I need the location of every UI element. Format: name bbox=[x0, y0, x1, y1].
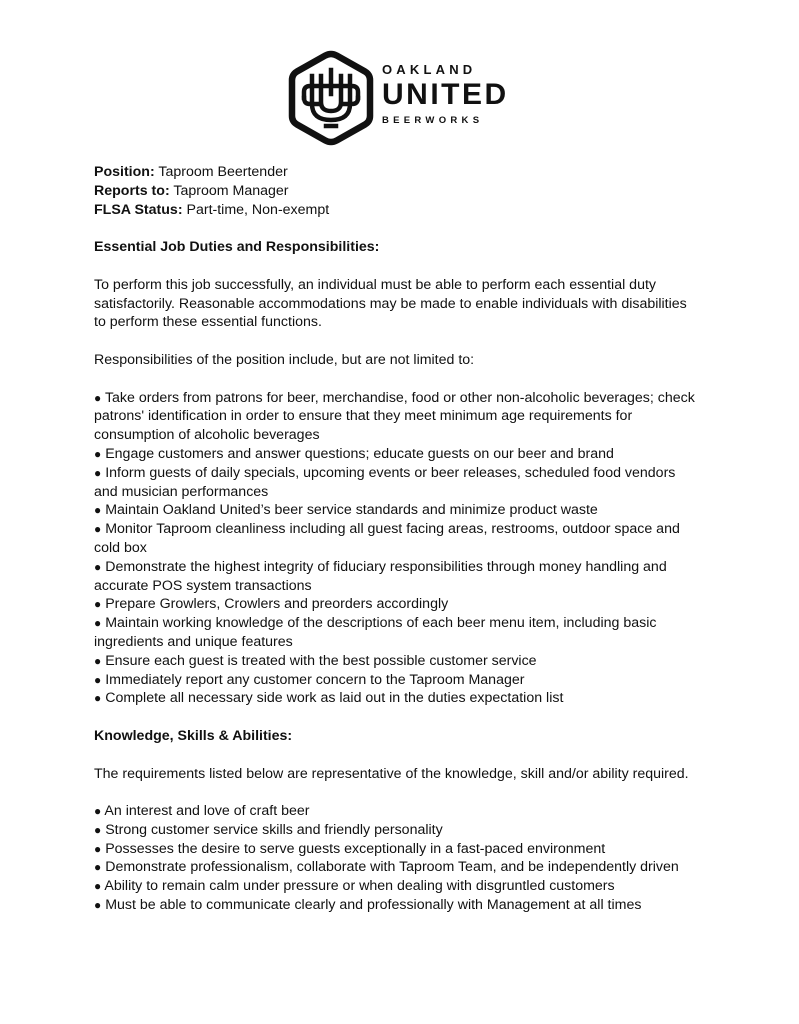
duty-text: Maintain Oakland United’s beer service standards and minimize product waste bbox=[105, 502, 598, 519]
bullet-icon: ● bbox=[94, 465, 102, 480]
ksa-text: An interest and love of craft beer bbox=[104, 803, 310, 820]
duty-text: Engage customers and answer questions; educate guests on our beer and brand bbox=[105, 445, 614, 462]
duty-text: Complete all necessary side work as laid out in the duties expectation list bbox=[105, 690, 564, 707]
duty-text: Inform guests of daily specials, upcoming events or beer releases, scheduled food vendors bbox=[105, 464, 676, 481]
duty-text: accurate POS system transactions bbox=[94, 577, 312, 594]
duty-text: patrons' identification in order to ensure that they meet minimum age requirements for bbox=[94, 408, 633, 425]
bullet-icon: ● bbox=[94, 879, 102, 894]
duty-list-item bbox=[94, 520, 734, 558]
wordmark-united: UNITED bbox=[382, 78, 509, 111]
ksa-list-item bbox=[94, 858, 734, 877]
ksa-list-item bbox=[94, 877, 734, 896]
duty-list-item bbox=[94, 445, 734, 464]
company-logo bbox=[288, 50, 514, 146]
duties-intro-line: to perform these essential functions. bbox=[94, 314, 322, 331]
flsa-status-label: FLSA Status: bbox=[94, 201, 183, 218]
bullet-icon: ● bbox=[94, 616, 102, 631]
duty-text: consumption of alcoholic beverages bbox=[94, 427, 320, 444]
wordmark-oakland: OAKLAND bbox=[382, 62, 477, 77]
ksa-list-item bbox=[94, 802, 734, 821]
bullet-icon: ● bbox=[94, 653, 102, 668]
ksa-list-item bbox=[94, 821, 734, 840]
duty-list-item bbox=[94, 464, 734, 502]
reports-to-value: Taproom Manager bbox=[169, 182, 289, 199]
ksa-intro: The requirements listed below are representative of the knowledge, skill and/or ability required. bbox=[94, 765, 689, 782]
duty-list-item bbox=[94, 614, 734, 652]
ksa-text: Ability to remain calm under pressure or when dealing with disgruntled customers bbox=[104, 878, 615, 895]
duty-list-item bbox=[94, 671, 734, 690]
job-description-body bbox=[94, 163, 734, 915]
bullet-icon: ● bbox=[94, 822, 102, 837]
bullet-icon: ● bbox=[94, 691, 102, 706]
duty-text: Take orders from patrons for beer, merchandise, food or other non-alcoholic beverages; check bbox=[104, 389, 695, 406]
bullet-icon: ● bbox=[94, 597, 102, 612]
ksa-text: Must be able to communicate clearly and professionally with Management at all times bbox=[105, 897, 642, 914]
duty-text: ingredients and unique features bbox=[94, 633, 293, 650]
duty-text: Ensure each guest is treated with the best possible customer service bbox=[105, 652, 537, 669]
duties-intro bbox=[94, 276, 734, 332]
ou-monogram-logo-icon bbox=[288, 50, 374, 146]
ksa-heading: Knowledge, Skills & Abilities: bbox=[94, 727, 293, 744]
ksa-list-item bbox=[94, 840, 734, 859]
bullet-icon: ● bbox=[94, 503, 102, 518]
duty-text: Prepare Growlers, Crowlers and preorders accordingly bbox=[105, 596, 449, 613]
ksa-text: Strong customer service skills and friendly personality bbox=[105, 821, 443, 838]
duty-list-item bbox=[94, 389, 734, 445]
bullet-icon: ● bbox=[94, 804, 102, 819]
ksa-list-item bbox=[94, 896, 734, 915]
duty-text: and musician performances bbox=[94, 483, 269, 500]
bullet-icon: ● bbox=[94, 841, 102, 856]
bullet-icon: ● bbox=[94, 860, 102, 875]
flsa-status-value: Part-time, Non-exempt bbox=[182, 201, 330, 218]
bullet-icon: ● bbox=[94, 522, 102, 537]
header-fields bbox=[94, 163, 734, 219]
duty-list-item bbox=[94, 652, 734, 671]
duty-text: Maintain working knowledge of the descriptions of each beer menu item, including basic bbox=[105, 615, 657, 632]
bullet-icon: ● bbox=[94, 672, 102, 687]
duty-list-item bbox=[94, 558, 734, 596]
duty-list-item bbox=[94, 689, 734, 708]
company-wordmark bbox=[382, 62, 514, 127]
duty-list-item bbox=[94, 501, 734, 520]
bullet-icon: ● bbox=[94, 446, 102, 461]
bullet-icon: ● bbox=[94, 559, 102, 574]
ksa-text: Possesses the desire to serve guests exceptionally in a fast-paced environment bbox=[105, 840, 606, 857]
position-label: Position: bbox=[94, 164, 155, 180]
duty-text: Demonstrate the highest integrity of fiduciary responsibilities through money handling and bbox=[105, 558, 667, 575]
position-value: Taproom Beertender bbox=[154, 164, 288, 180]
wordmark-beerworks: BEERWORKS bbox=[382, 115, 484, 126]
flsa-status-field bbox=[94, 201, 734, 220]
duty-list-item bbox=[94, 595, 734, 614]
ksa-text: Demonstrate professionalism, collaborate with Taproom Team, and be independently driven bbox=[105, 859, 679, 876]
duty-text: cold box bbox=[94, 539, 147, 556]
duties-heading: Essential Job Duties and Responsibilities: bbox=[94, 239, 380, 256]
reports-to-label: Reports to: bbox=[94, 182, 170, 199]
duties-lead-in: Responsibilities of the position include, but are not limited to: bbox=[94, 351, 475, 368]
duties-intro-line: To perform this job successfully, an individual must be able to perform each essential duty bbox=[94, 276, 656, 293]
duties-intro-line: satisfactorily. Reasonable accommodations may be made to enable individuals with disabilities bbox=[94, 295, 687, 312]
reports-to-field bbox=[94, 182, 734, 201]
bullet-icon: ● bbox=[94, 390, 102, 405]
bullet-icon: ● bbox=[94, 898, 102, 913]
ksa-list bbox=[94, 802, 734, 915]
duty-text: Immediately report any customer concern to the Taproom Manager bbox=[105, 671, 525, 688]
position-field bbox=[94, 163, 734, 182]
duty-text: Monitor Taproom cleanliness including all guest facing areas, restrooms, outdoor space and bbox=[105, 521, 680, 538]
duties-list bbox=[94, 389, 734, 709]
